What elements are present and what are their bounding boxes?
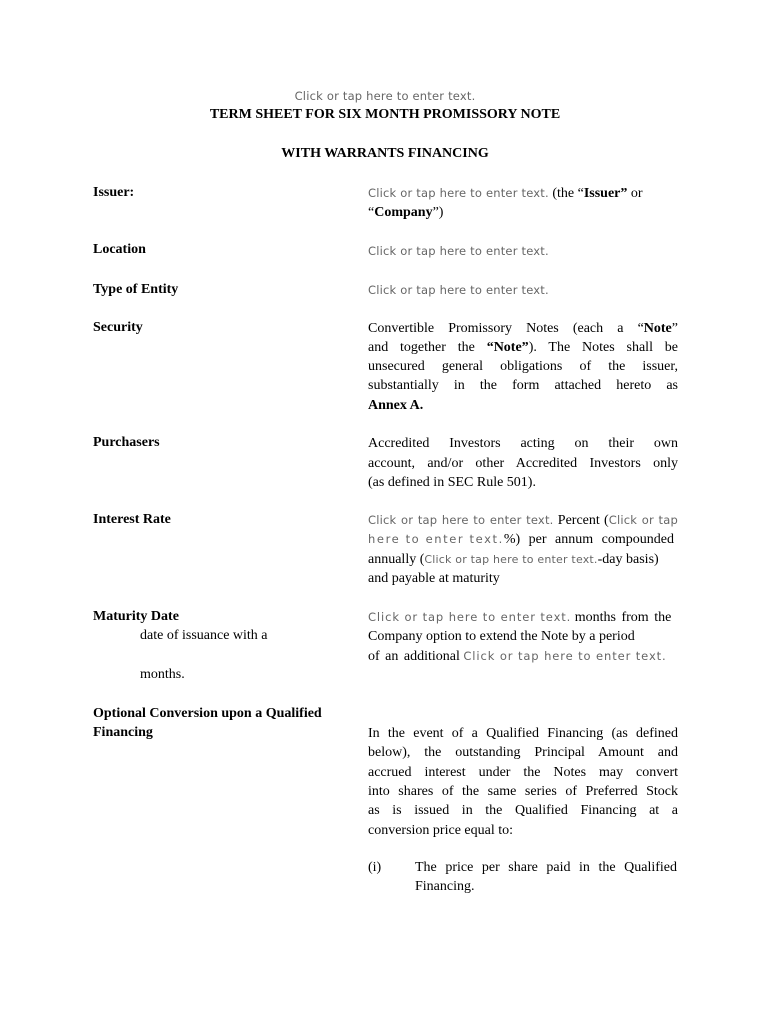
interest-rate-placeholder-field[interactable]: Click or tap here to enter text. [368,513,554,527]
maturity-line2: Company option to extend the Note by a period [368,629,635,644]
entity-label: Type of Entity [93,282,179,297]
conversion-item-number: (i) [368,860,382,875]
security-line3: unsecured general obligations of the issuer, [368,359,678,374]
interest-line4: and payable at maturity [368,571,500,586]
location-placeholder-field[interactable]: Click or tap here to enter text. [368,244,549,258]
maturity-date-label: Maturity Date [93,609,179,624]
location-label: Location [93,242,146,257]
annex-a-term: Annex A. [368,398,424,413]
conversion-line4: into shares of the same series of Preferred Stock [368,784,678,799]
issuer-text-pre: (the “ [552,186,584,201]
maturity-extension-placeholder-field[interactable]: Click or tap here to enter text. [463,649,667,663]
interest-rate-label: Interest Rate [93,512,171,527]
conversion-line6: conversion price equal to: [368,823,514,838]
interest-line2 [368,530,678,549]
security-line2 [368,338,678,357]
interest-percent-placeholder-a[interactable]: Click or tap [608,513,679,527]
document-subtitle: WITH WARRANTS FINANCING [281,146,489,161]
maturity-months-placeholder-field[interactable]: Click or tap here to enter text. [368,610,572,624]
header-placeholder-field[interactable]: Click or tap here to enter text. [294,89,476,103]
security-line1 [368,319,678,338]
security-line4: substantially in the form attached hereto as [368,378,678,393]
conversion-item-line1: The price per share paid in the Qualified [415,860,677,875]
interest-daybasis-placeholder-field[interactable]: Click or tap here to enter text. [424,553,598,566]
issuer-placeholder-field[interactable]: Click or tap here to enter text. [368,186,549,200]
conversion-label-line1: Optional Conversion upon a Qualified [93,706,322,721]
issuer-quote-close: ”) [432,205,444,220]
interest-text: -day basis) [597,552,659,567]
maturity-text: months from the [574,610,672,625]
document-title: TERM SHEET FOR SIX MONTH PROMISSORY NOTE [209,107,561,122]
entity-placeholder-field[interactable]: Click or tap here to enter text. [368,283,549,297]
purchasers-label: Purchasers [93,435,160,450]
maturity-line3 [368,647,688,666]
conversion-line5: as is issued in the Qualified Financing at a [368,803,678,818]
issuer-value-line2 [368,203,678,222]
conversion-line1: In the event of a Qualified Financing (as defined [368,726,678,741]
maturity-line1 [368,608,678,627]
company-defined-term: Company [374,205,433,220]
issuer-value-line1 [368,184,678,203]
purchasers-line1: Accredited Investors acting on their own [368,436,678,451]
security-label: Security [93,320,143,335]
interest-text: annually ( [368,552,425,567]
conversion-line2: below), the outstanding Principal Amount and [368,745,678,760]
interest-line1 [368,511,678,530]
security-text: and together the [368,340,487,355]
maturity-sub-text1: date of issuance with a [140,628,268,643]
interest-line3 [368,550,678,569]
security-text: ). The Notes shall be [528,340,679,355]
issuer-label: Issuer: [93,185,135,200]
interest-percent-placeholder-b[interactable]: here to enter text. [368,532,504,546]
maturity-text: of an additional [368,649,460,664]
interest-text: %) per annum compounded [503,532,674,547]
security-text: Convertible Promissory Notes (each a “ [368,321,644,336]
conversion-label-line2: Financing [93,725,153,740]
issuer-quote-open: “ [368,205,375,220]
maturity-sub-text2: months. [140,667,185,682]
notes-defined-term: “Note” [486,340,529,355]
issuer-defined-term: Issuer” [583,186,628,201]
issuer-text-or: or [627,186,643,201]
conversion-line3: accrued interest under the Notes may convert [368,765,678,780]
interest-text: Percent ( [557,513,609,528]
conversion-item-line2: Financing. [415,879,475,894]
security-line5 [368,396,678,415]
purchasers-line3: (as defined in SEC Rule 501). [368,475,536,490]
note-defined-term: Note [643,321,672,336]
security-text: ” [671,321,678,336]
purchasers-line2: account, and/or other Accredited Investors only [368,456,678,471]
